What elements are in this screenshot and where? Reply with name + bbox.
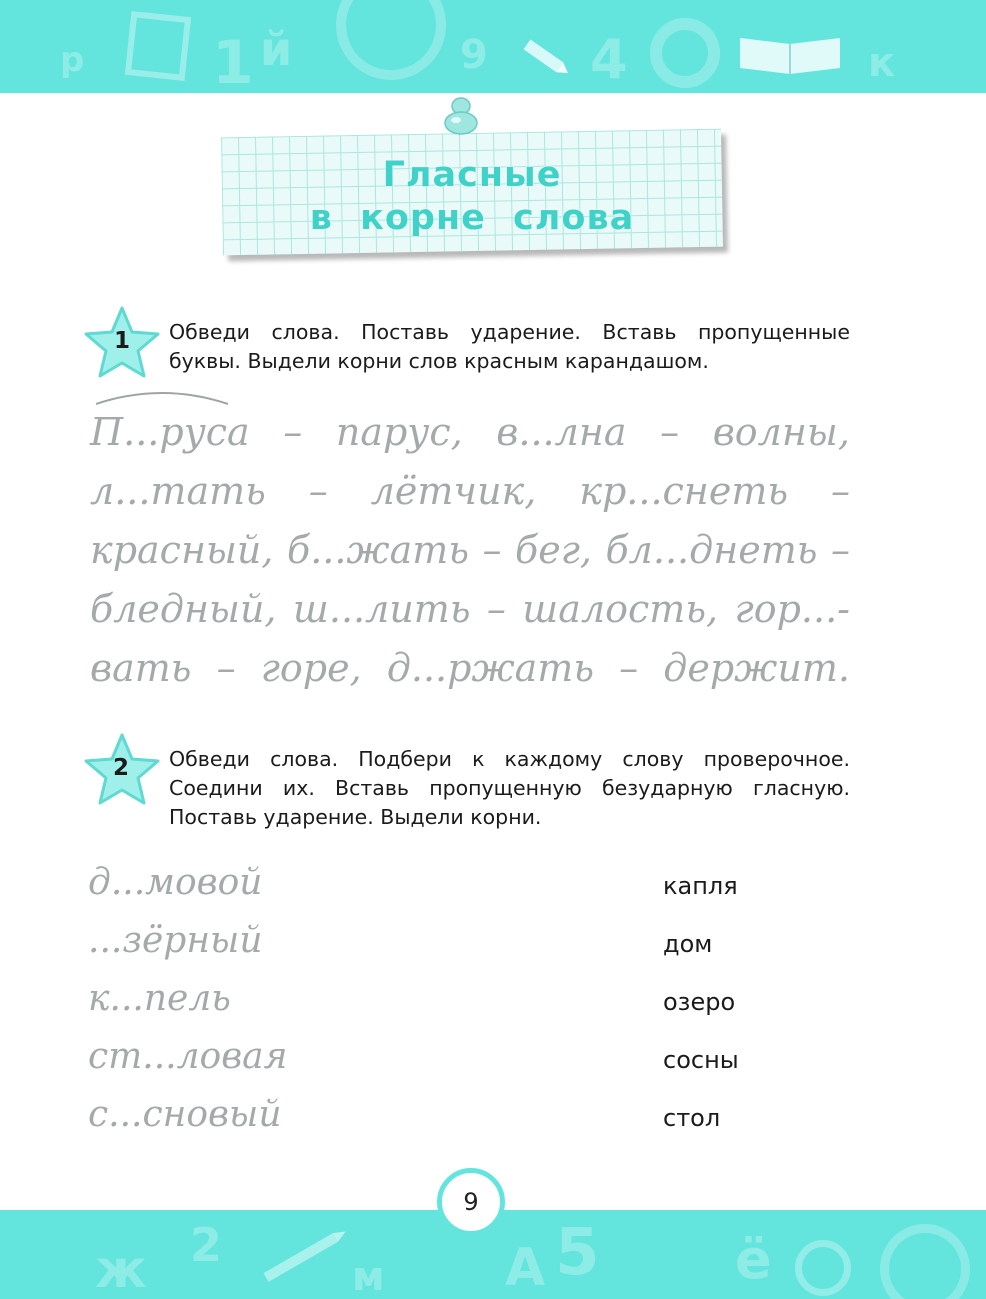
check-word: капля bbox=[663, 872, 738, 900]
check-word: озеро bbox=[663, 988, 736, 1016]
decorative-digit: 5 bbox=[555, 1216, 600, 1290]
book-icon bbox=[735, 30, 845, 75]
left-word: д...мовой bbox=[88, 862, 263, 903]
check-word: стол bbox=[663, 1104, 721, 1132]
circle-shape-icon bbox=[880, 1224, 970, 1299]
pencil-icon bbox=[250, 1220, 360, 1290]
traced-word: в...лна bbox=[496, 410, 627, 454]
traced-word: – bbox=[619, 646, 639, 690]
page-number: 9 bbox=[437, 1168, 505, 1236]
left-word: ...зёрный bbox=[88, 920, 263, 961]
ring-shape-icon bbox=[650, 18, 720, 88]
traced-word: волны, bbox=[712, 410, 850, 454]
instruction-line: буквы. Выдели корни слов красным карандашом. bbox=[169, 349, 709, 373]
traced-word: красный, bbox=[90, 528, 274, 572]
traced-word: бледный, bbox=[90, 587, 277, 631]
decorative-letter: ё bbox=[735, 1228, 772, 1291]
instruction-line: Обведи слова. Подбери к каждому слову проверочное. bbox=[169, 747, 850, 771]
push-pin-icon bbox=[441, 96, 481, 140]
arc-mark-icon bbox=[92, 388, 232, 408]
decorative-letter: к bbox=[868, 40, 896, 86]
title-line-1: Гласные bbox=[382, 155, 562, 195]
decorative-letter: р bbox=[60, 40, 85, 80]
decorative-letter: ж bbox=[95, 1240, 147, 1299]
traced-word: л...тать bbox=[90, 469, 266, 513]
handwriting-line-2 bbox=[90, 469, 850, 513]
sun-shape-icon bbox=[795, 1240, 851, 1296]
page-title bbox=[222, 154, 722, 240]
traced-word: держит. bbox=[663, 646, 850, 690]
square-shape-icon bbox=[125, 11, 191, 81]
handwriting-line-3 bbox=[90, 528, 850, 572]
instruction-line: Обведи слова. Поставь ударение. Вставь пропущенные bbox=[169, 320, 850, 344]
title-line-2: в корне слова bbox=[309, 198, 635, 238]
traced-word: б...жать bbox=[287, 528, 470, 572]
decorative-letter: й bbox=[260, 22, 293, 76]
traced-word: – bbox=[482, 528, 502, 572]
decorative-digit: 1 bbox=[212, 28, 254, 93]
traced-word: шалость, bbox=[522, 587, 719, 631]
traced-word: – bbox=[830, 469, 850, 513]
left-word: ст...ловая bbox=[88, 1036, 288, 1077]
handwriting-line-4 bbox=[90, 587, 850, 631]
traced-word: гор...- bbox=[734, 587, 850, 631]
task-number-1: 1 bbox=[114, 328, 131, 354]
traced-word: горе, bbox=[260, 646, 362, 690]
decorative-digit: 9 bbox=[460, 32, 488, 78]
task-number-2: 2 bbox=[113, 755, 130, 781]
decorative-digit: 4 bbox=[590, 28, 628, 91]
circle-shape-icon bbox=[336, 0, 446, 80]
traced-word: – bbox=[283, 410, 303, 454]
traced-word: д...ржать bbox=[386, 646, 595, 690]
left-word: с...сновый bbox=[88, 1094, 282, 1135]
traced-word: – bbox=[660, 410, 680, 454]
traced-word: вать bbox=[90, 646, 192, 690]
task-1-instruction bbox=[169, 318, 850, 376]
check-word: сосны bbox=[663, 1046, 739, 1074]
handwriting-line-5 bbox=[90, 646, 850, 690]
task-2-instruction bbox=[169, 745, 850, 832]
traced-word: – bbox=[308, 469, 328, 513]
instruction-line: Соедини их. Вставь пропущенную безударную гласную. bbox=[169, 776, 850, 800]
top-decorative-band bbox=[0, 0, 986, 93]
traced-word: ш...лить bbox=[292, 587, 471, 631]
traced-word: бл...днеть bbox=[605, 528, 818, 572]
decorative-letter: м bbox=[352, 1254, 385, 1299]
traced-word: – bbox=[486, 587, 506, 631]
traced-word: бег, bbox=[515, 528, 592, 572]
traced-word: парус, bbox=[335, 410, 463, 454]
traced-word: – bbox=[216, 646, 236, 690]
decorative-digit: 2 bbox=[190, 1218, 223, 1272]
check-word: дом bbox=[663, 930, 713, 958]
traced-word: кр...снеть bbox=[579, 469, 789, 513]
left-word: к...пель bbox=[88, 978, 231, 1019]
traced-word: – bbox=[830, 528, 850, 572]
instruction-line: Поставь ударение. Выдели корни. bbox=[169, 805, 542, 829]
traced-word: лётчик, bbox=[370, 469, 537, 513]
pencil-icon bbox=[515, 32, 575, 82]
traced-word: П...руса bbox=[90, 410, 250, 454]
handwriting-line-1 bbox=[90, 410, 850, 454]
decorative-letter: А bbox=[505, 1238, 546, 1298]
